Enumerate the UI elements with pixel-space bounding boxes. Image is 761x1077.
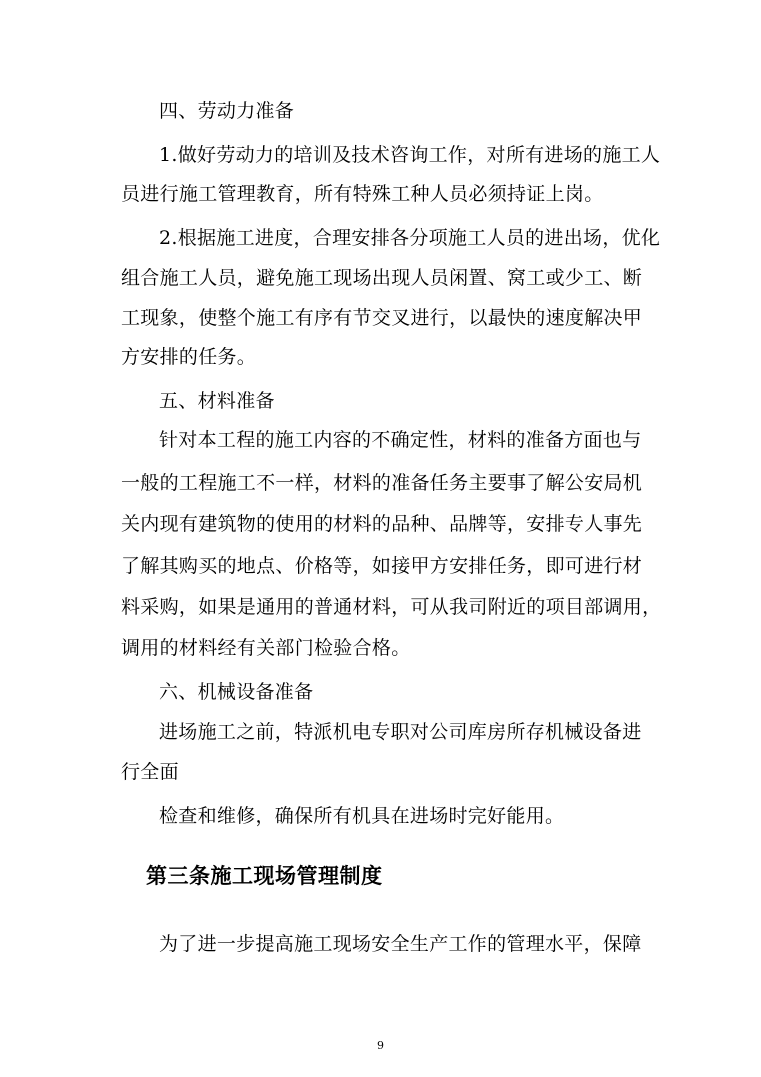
paragraph-line: 行全面	[121, 761, 179, 783]
section-heading-materials: 五、材料准备	[159, 390, 275, 412]
page-number: 9	[377, 1039, 384, 1052]
paragraph-line: 2.根据施工进度，合理安排各分项施工人员的进出场，优化	[159, 227, 661, 249]
paragraph-line: 工现象，使整个施工有序有节交叉进行，以最快的速度解决甲	[121, 307, 643, 329]
paragraph-line: 了解其购买的地点、价格等，如接甲方安排任务，即可进行材	[121, 555, 643, 577]
paragraph-line: 关内现有建筑物的使用的材料的品种、品牌等，安排专人事先	[121, 513, 643, 535]
paragraph-line: 员进行施工管理教育，所有特殊工种人员必须持证上岗。	[121, 183, 604, 205]
paragraph-line: 调用的材料经有关部门检验合格。	[121, 637, 411, 659]
section-heading-labor: 四、劳动力准备	[159, 100, 295, 122]
paragraph-line: 料采购，如果是通用的普通材料，可从我司附近的项目部调用，	[121, 596, 662, 618]
section-heading-equipment: 六、机械设备准备	[159, 681, 314, 703]
paragraph-line: 为了进一步提高施工现场安全生产工作的管理水平，保障	[159, 933, 642, 955]
paragraph-line: 方安排的任务。	[121, 346, 257, 368]
chapter-heading: 第三条施工现场管理制度	[146, 863, 383, 888]
paragraph-line: 组合施工人员，避免施工现场出现人员闲置、窝工或少工、断	[121, 267, 643, 289]
paragraph-line: 进场施工之前，特派机电专职对公司库房所存机械设备进	[159, 721, 642, 743]
paragraph-line: 1.做好劳动力的培训及技术咨询工作，对所有进场的施工人	[159, 144, 661, 166]
paragraph-line: 检查和维修，确保所有机具在进场时完好能用。	[159, 805, 565, 827]
paragraph-line: 一般的工程施工不一样，材料的准备任务主要事了解公安局机	[121, 472, 643, 494]
paragraph-line: 针对本工程的施工内容的不确定性，材料的准备方面也与	[159, 429, 642, 451]
